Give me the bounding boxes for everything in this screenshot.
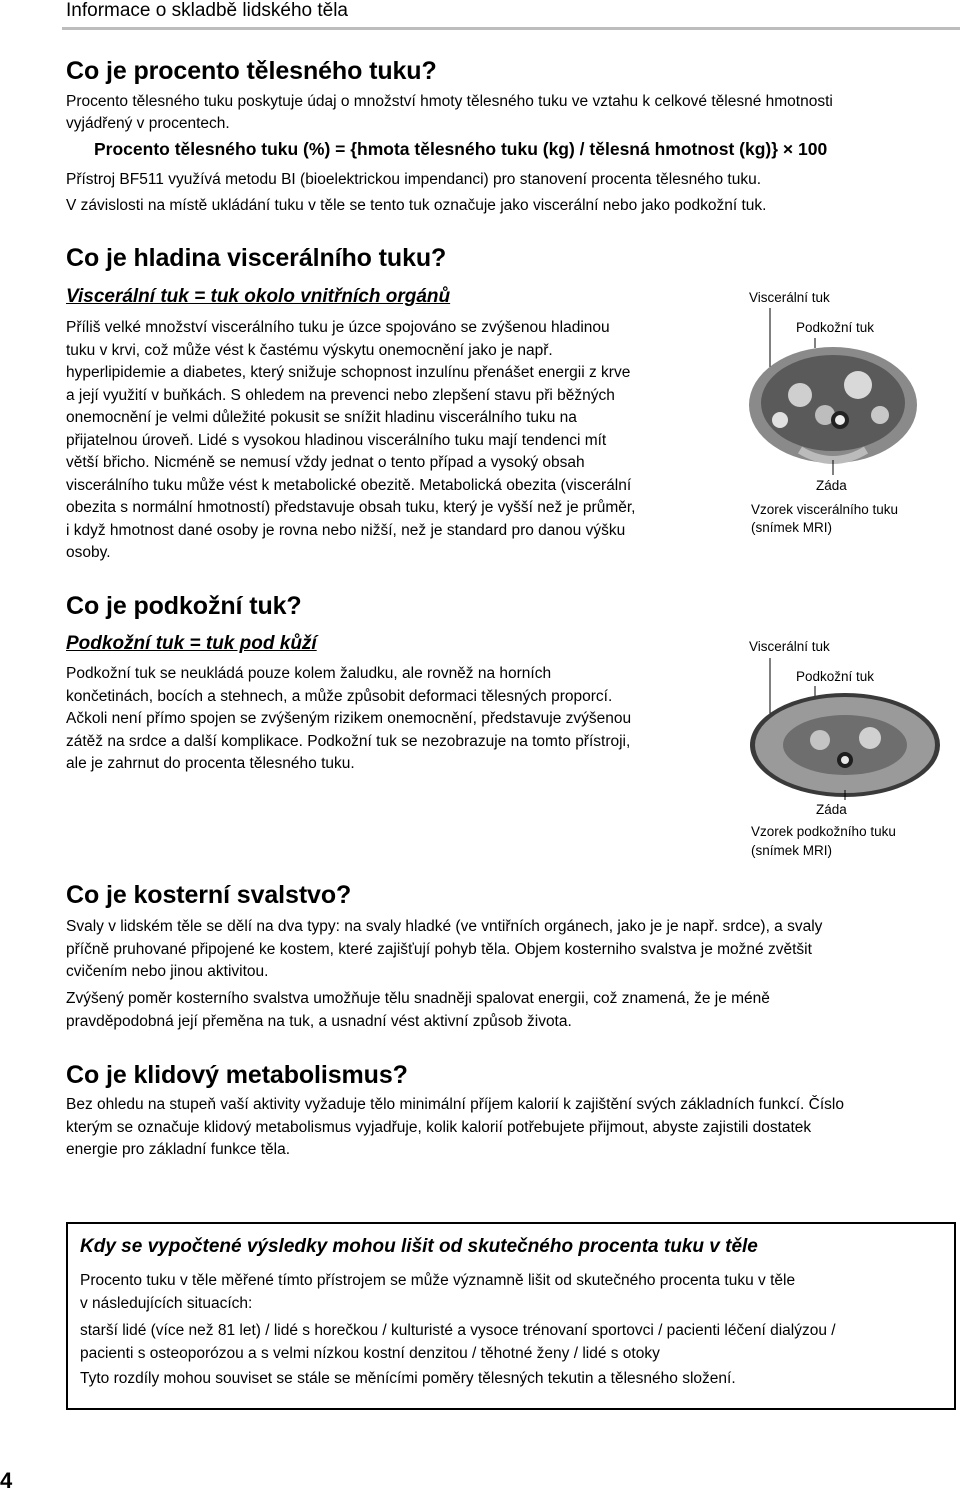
text-line: Příliš velké množství viscerálního tuku je úzce spojováno se zvýšenou hladinou <box>66 319 610 336</box>
text-line: onemocnění je velmi důležité pokusit se snížit hladinu viscerálního tuku na <box>66 409 577 426</box>
metabolism-text-block <box>66 1094 844 1162</box>
muscle-text-block <box>66 916 822 984</box>
body-fat-formula: Procento tělesného tuku (%) = {hmota tělesného tuku (kg) / tělesná hmotnost (kg)} × 100 <box>94 139 828 159</box>
text-line: příčně pruhované připojené ke kostem, které zajišťují pohyb těla. Objem kosterniho svalstva je možné zvětšit <box>66 940 812 958</box>
caption-visceral-sample: Vzorek viscerálního tuku <box>751 502 899 517</box>
text-line: a její využití v buňkách. S ohledem na prevenci nebo zlepšení stavu při běžných <box>66 386 615 404</box>
note-box-text-2 <box>80 1320 950 1365</box>
note-box-title: Kdy se vypočtené výsledky mohou lišit od skutečného procenta tuku v těle <box>80 1236 758 1257</box>
text-line: Procento tuku v těle měřené tímto přístrojem se může významně lišit od skutečného procenta tuku v těle <box>80 1272 796 1289</box>
text-line: Bez ohledu na stupeň vaší aktivity vyžaduje tělo minimální příjem kalorií k zajištění svých základních funkcí. Číslo <box>66 1096 844 1113</box>
text-line: větší břicho. Nicméně se nemusí vždy jednat o tento případ a vysoký obsah <box>66 454 585 471</box>
muscle-text-block-2 <box>66 988 770 1033</box>
text-line: Zvýšený poměr kosterního svalstva umožňuje tělu snadněji spalovat energii, což znamená, že je méně <box>66 990 770 1007</box>
text-line: v následujících situacích: <box>80 1294 253 1312</box>
label-back: Záda <box>816 802 847 817</box>
text-line: pravděpodobná její přeměna na tuk, a usnadní vést aktivní způsob života. <box>66 1012 572 1030</box>
heading-body-fat: Co je procento tělesného tuku? <box>66 57 437 85</box>
text-line: osoby. <box>66 544 111 561</box>
para-fat-types: V závislosti na místě ukládání tuku v těle se tento tuk označuje jako viscerální nebo jako podkožní tuk. <box>66 197 767 214</box>
text-line: Svaly v lidském těle se dělí na dva typy: na svaly hladké (ve vntiřních orgánech, jako je je např. srdce), a svaly <box>66 918 823 935</box>
mri-visceral-image <box>740 300 940 480</box>
page-header-title: Informace o skladbě lidského těla <box>66 0 348 21</box>
text-line: ale je zahrnut do procenta tělesného tuku. <box>66 755 355 772</box>
label-visceral-fat: Viscerální tuk <box>749 290 830 305</box>
text-line: pacienti s osteoporózou a s velmi nízkou kostní denzitou / těhotné ženy / lidé s otoky <box>80 1344 660 1362</box>
label-back: Záda <box>816 478 847 493</box>
note-box <box>66 1222 956 1410</box>
intro-line-1: Procento tělesného tuku poskytuje údaj o množství hmoty tělesného tuku ve vztahu k celkové tělesné hmotnosti <box>66 93 833 110</box>
heading-visceral-fat: Co je hladina viscerálního tuku? <box>66 244 447 272</box>
text-line: starší lidé (více než 81 let) / lidé s horečkou / kulturisté a vysoce trénovaní sportovci / pacienti léčení dialýzou / <box>80 1322 836 1339</box>
caption-mri: (snímek MRI) <box>751 843 832 858</box>
label-visceral-fat: Viscerální tuk <box>749 639 830 654</box>
text-line: zátěž na srdce a další komplikace. Podkožní tuk se nezobrazuje na tomto přístroji, <box>66 732 631 750</box>
text-line: Podkožní tuk se neukládá pouze kolem žaludku, ale rovněž na horních <box>66 665 552 682</box>
text-line: končetinách, bocích a stehnech, a může způsobit deformaci tělesných proporcí. <box>66 687 613 705</box>
text-line: obezita s normální hmotností) představuje obsah tuku, který je vyšší než je průměr, <box>66 499 636 516</box>
text-line: Ačkoli není přímo spojen se zvýšeným rizikem onemocnění, představuje zvýšenou <box>66 710 632 727</box>
caption-mri: (snímek MRI) <box>751 520 832 535</box>
intro-line-2: vyjádřený v procentech. <box>66 115 230 132</box>
heading-resting-metabolism: Co je klidový metabolismus? <box>66 1061 408 1089</box>
text-line: kterým se označuje klidový metabolismus vyjadřuje, kolik kalorií potřebujete přijmout, abyste zajistili dostatek <box>66 1118 812 1136</box>
text-line: i když hmotnost dané osoby je rovna nebo nižší, než je standard pro danou výšku <box>66 521 626 539</box>
subheading-visceral: Viscerální tuk = tuk okolo vnitřních orgánů <box>66 286 451 307</box>
heading-subcutaneous-fat: Co je podkožní tuk? <box>66 592 302 620</box>
note-box-text-3: Tyto rozdíly mohou souviset se stále se měnícími poměry tělesných tekutin a tělesného složení. <box>80 1370 736 1387</box>
text-line: energie pro základní funkce těla. <box>66 1141 291 1158</box>
text-line: přijatelnou úroveň. Lidé s vysokou hladinou viscerálního tuku mají tendenci mít <box>66 431 607 449</box>
heading-skeletal-muscle: Co je kosterní svalstvo? <box>66 881 352 909</box>
text-line: hyperlipidemie a diabetes, který snižuje schopnost inzulínu přenášet energii z krve <box>66 364 631 381</box>
page-number: 4 <box>0 1468 13 1493</box>
text-line: viscerálního tuku může vést k metabolické obezitě. Metabolická obezita (viscerální <box>66 476 632 494</box>
text-line: cvičením nebo jinou aktivitou. <box>66 963 269 980</box>
subheading-subcutaneous: Podkožní tuk = tuk pod kůží <box>66 633 317 654</box>
note-box-text-1 <box>80 1270 950 1315</box>
text-line: tuku v krvi, což může vést k častému výskytu onemocnění jako je např. <box>66 341 553 359</box>
caption-subcutaneous-sample: Vzorek podkožního tuku <box>751 824 896 839</box>
para-bi-method: Přístroj BF511 využívá metodu BI (bioelektrickou impendanci) pro stanovení procenta tělesného tuku. <box>66 171 761 188</box>
subcutaneous-text-block <box>66 663 631 776</box>
label-subcutaneous-fat: Podkožní tuk <box>796 320 875 335</box>
label-subcutaneous-fat: Podkožní tuk <box>796 669 875 684</box>
visceral-text-block <box>66 317 635 565</box>
mri-subcutaneous-image <box>740 650 940 800</box>
